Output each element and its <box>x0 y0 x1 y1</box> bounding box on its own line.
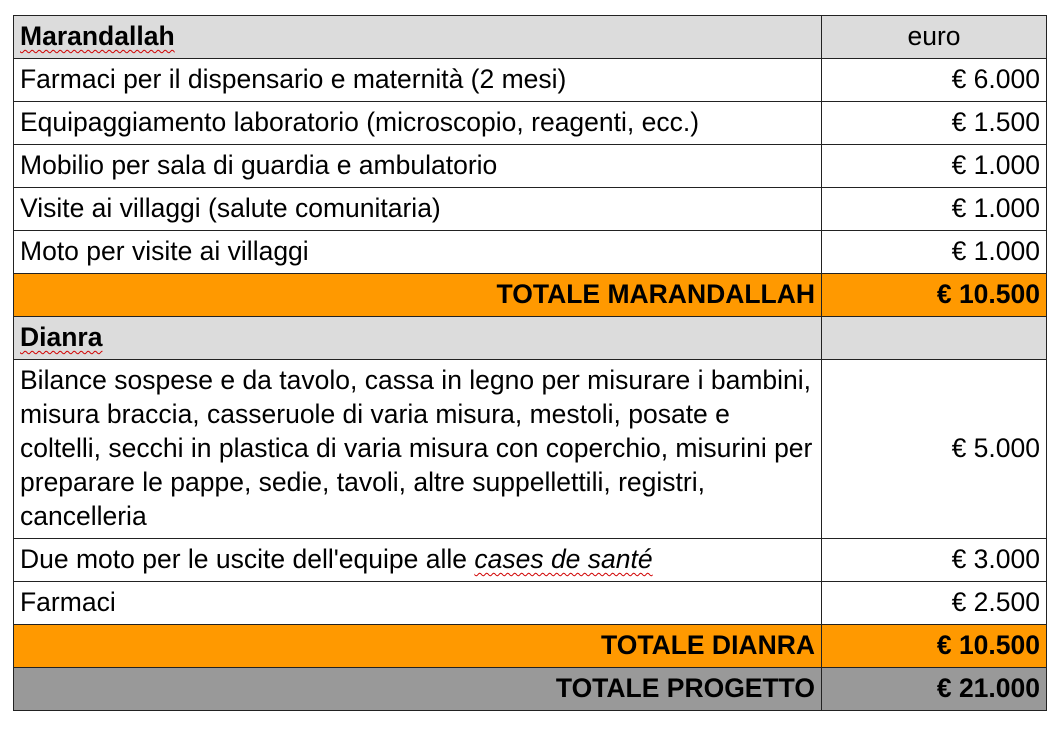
subtotal-amount: € 10.500 <box>822 274 1047 317</box>
budget-table <box>13 15 1047 711</box>
item-description: Mobilio per sala di guardia e ambulatorio <box>14 145 822 188</box>
currency-header: euro <box>822 16 1047 59</box>
table-row <box>14 360 1047 539</box>
item-amount: € 1.000 <box>822 231 1047 274</box>
item-amount: € 1.500 <box>822 102 1047 145</box>
table-row <box>14 59 1047 102</box>
subtotal-row-marandallah <box>14 274 1047 317</box>
grand-total-label: TOTALE PROGETTO <box>14 668 822 711</box>
subtotal-row-dianra <box>14 625 1047 668</box>
section-header-dianra <box>14 317 1047 360</box>
item-amount: € 3.000 <box>822 539 1047 582</box>
item-description: Visite ai villaggi (salute comunitaria) <box>14 188 822 231</box>
item-description: Due moto per le uscite dell'equipe alle cases de santé <box>14 539 822 582</box>
section-title-marandallah: Marandallah <box>14 16 822 59</box>
item-amount: € 1.000 <box>822 145 1047 188</box>
subtotal-label: TOTALE DIANRA <box>14 625 822 668</box>
subtotal-label: TOTALE MARANDALLAH <box>14 274 822 317</box>
item-description: Bilance sospese e da tavolo, cassa in legno per misurare i bambini, misura braccia, casseruole di varia misura, mestoli, posate e coltelli, secchi in plastica di varia misura con coperchio, misurini per preparare le pappe, sedie, tavoli, altre suppellettili, registri, cancelleria <box>14 360 822 539</box>
section-title-dianra: Dianra <box>14 317 822 360</box>
table-row <box>14 188 1047 231</box>
grand-total-amount: € 21.000 <box>822 668 1047 711</box>
section-empty-cell <box>822 317 1047 360</box>
table-row <box>14 145 1047 188</box>
subtotal-amount: € 10.500 <box>822 625 1047 668</box>
header-row <box>14 16 1047 59</box>
item-amount: € 5.000 <box>822 360 1047 539</box>
table-row <box>14 582 1047 625</box>
item-description: Equipaggiamento laboratorio (microscopio, reagenti, ecc.) <box>14 102 822 145</box>
item-description: Farmaci per il dispensario e maternità (2 mesi) <box>14 59 822 102</box>
item-amount: € 1.000 <box>822 188 1047 231</box>
item-amount: € 6.000 <box>822 59 1047 102</box>
item-amount: € 2.500 <box>822 582 1047 625</box>
grand-total-row <box>14 668 1047 711</box>
table-row <box>14 102 1047 145</box>
italic-phrase: cases de santé <box>474 544 653 575</box>
item-description: Farmaci <box>14 582 822 625</box>
table-row <box>14 231 1047 274</box>
table-row <box>14 539 1047 582</box>
item-description: Moto per visite ai villaggi <box>14 231 822 274</box>
